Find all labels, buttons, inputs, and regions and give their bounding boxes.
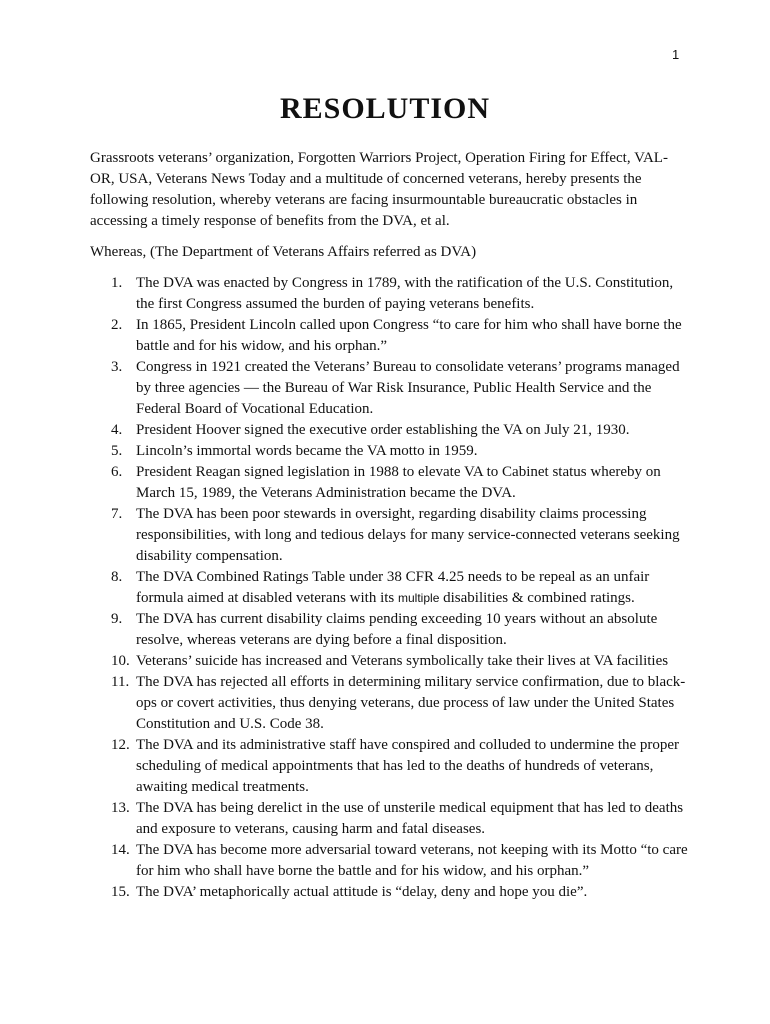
item-text: The DVA has become more adversarial toward veterans, not keeping with its Motto “to care for him who shall have borne the battle and for his widow, and his orphan.” [136,842,688,879]
list-item [90,504,690,567]
document-body [90,148,690,903]
list-item [90,840,690,882]
item-number: 10. [111,653,130,669]
list-item [90,273,690,315]
list-item [90,735,690,798]
list-item [90,651,690,672]
list-item [90,567,690,609]
item-number: 12. [111,737,130,753]
list-item [90,882,690,903]
item-number: 4. [111,422,123,438]
item-text: President Hoover signed the executive order establishing the VA on July 21, 1930. [136,422,630,438]
item-number: 1. [111,275,123,291]
item-text: President Reagan signed legislation in 1988 to elevate VA to Cabinet status whereby on March 15, 1989, the Veterans Administration became the DVA. [136,464,661,501]
item-text: Veterans’ suicide has increased and Veterans symbolically take their lives at VA facilities [136,653,669,669]
item-number: 9. [111,611,123,627]
item-number: 7. [111,506,123,522]
list-item [90,672,690,735]
item-text-part-small: multiple [398,591,440,605]
list-item [90,798,690,840]
list-item [90,609,690,651]
intro-paragraph: Grassroots veterans’ organization, Forgotten Warriors Project, Operation Firing for Effect, VAL-OR, USA, Veterans News Today and a multitude of concerned veterans, hereby presents the following resolution, whereby veterans are facing insurmountable bureaucratic obstacles in accessing a timely response of benefits from the DVA, et al. [90,150,668,229]
item-text: The DVA has rejected all efforts in determining military service confirmation, due to black-ops or covert activities, thus denying veterans, due process of law under the United States Constitution and U.S. Code 38. [136,674,686,732]
item-number: 3. [111,359,123,375]
item-text-part: The DVA Combined Ratings Table under 38 CFR 4.25 needs to be repeal as an unfair formula aimed at disabled veterans with its [136,569,650,606]
item-number: 8. [111,569,123,585]
item-text: The DVA was enacted by Congress in 1789, with the ratification of the U.S. Constitution, the first Congress assumed the burden of paying veterans benefits. [136,275,674,312]
item-text: The DVA has being derelict in the use of unsterile medical equipment that has led to deaths and exposure to veterans, causing harm and fatal diseases. [136,800,684,837]
item-text-part: disabilities & combined ratings. [439,590,635,606]
item-number: 11. [111,674,130,690]
list-item [90,315,690,357]
item-number: 15. [111,884,130,900]
item-number: 14. [111,842,130,858]
item-text: The DVA and its administrative staff have conspired and colluded to undermine the proper scheduling of medical appointments that has led to the deaths of hundreds of veterans, awaiting medical treatments. [136,737,680,795]
resolution-list [90,273,690,903]
list-item [90,420,690,441]
item-text: In 1865, President Lincoln called upon Congress “to care for him who shall have borne the battle and for his widow, and his orphan.” [136,317,682,354]
item-text: Congress in 1921 created the Veterans’ Bureau to consolidate veterans’ programs managed by three agencies — the Bureau of War Risk Insurance, Public Health Service and the Federal Board of Vocational Education. [136,359,680,417]
item-text: The DVA has current disability claims pending exceeding 10 years without an absolute resolve, whereas veterans are dying before a final disposition. [136,611,658,648]
item-text [136,569,649,606]
item-number: 13. [111,800,130,816]
list-item [90,441,690,462]
item-number: 5. [111,443,123,459]
list-item [90,357,690,420]
whereas-paragraph: Whereas, (The Department of Veterans Affairs referred as DVA) [90,244,477,260]
item-text: The DVA has been poor stewards in oversight, regarding disability claims processing responsibilities, with long and tedious delays for many service-connected veterans seeking disability compensation. [136,506,680,564]
page-title: RESOLUTION [279,92,491,125]
item-text: The DVA’ metaphorically actual attitude is “delay, deny and hope you die”. [136,884,588,900]
item-text: Lincoln’s immortal words became the VA motto in 1959. [136,443,478,459]
item-number: 2. [111,317,123,333]
page-number: 1 [672,47,680,62]
item-number: 6. [111,464,123,480]
list-item [90,462,690,504]
